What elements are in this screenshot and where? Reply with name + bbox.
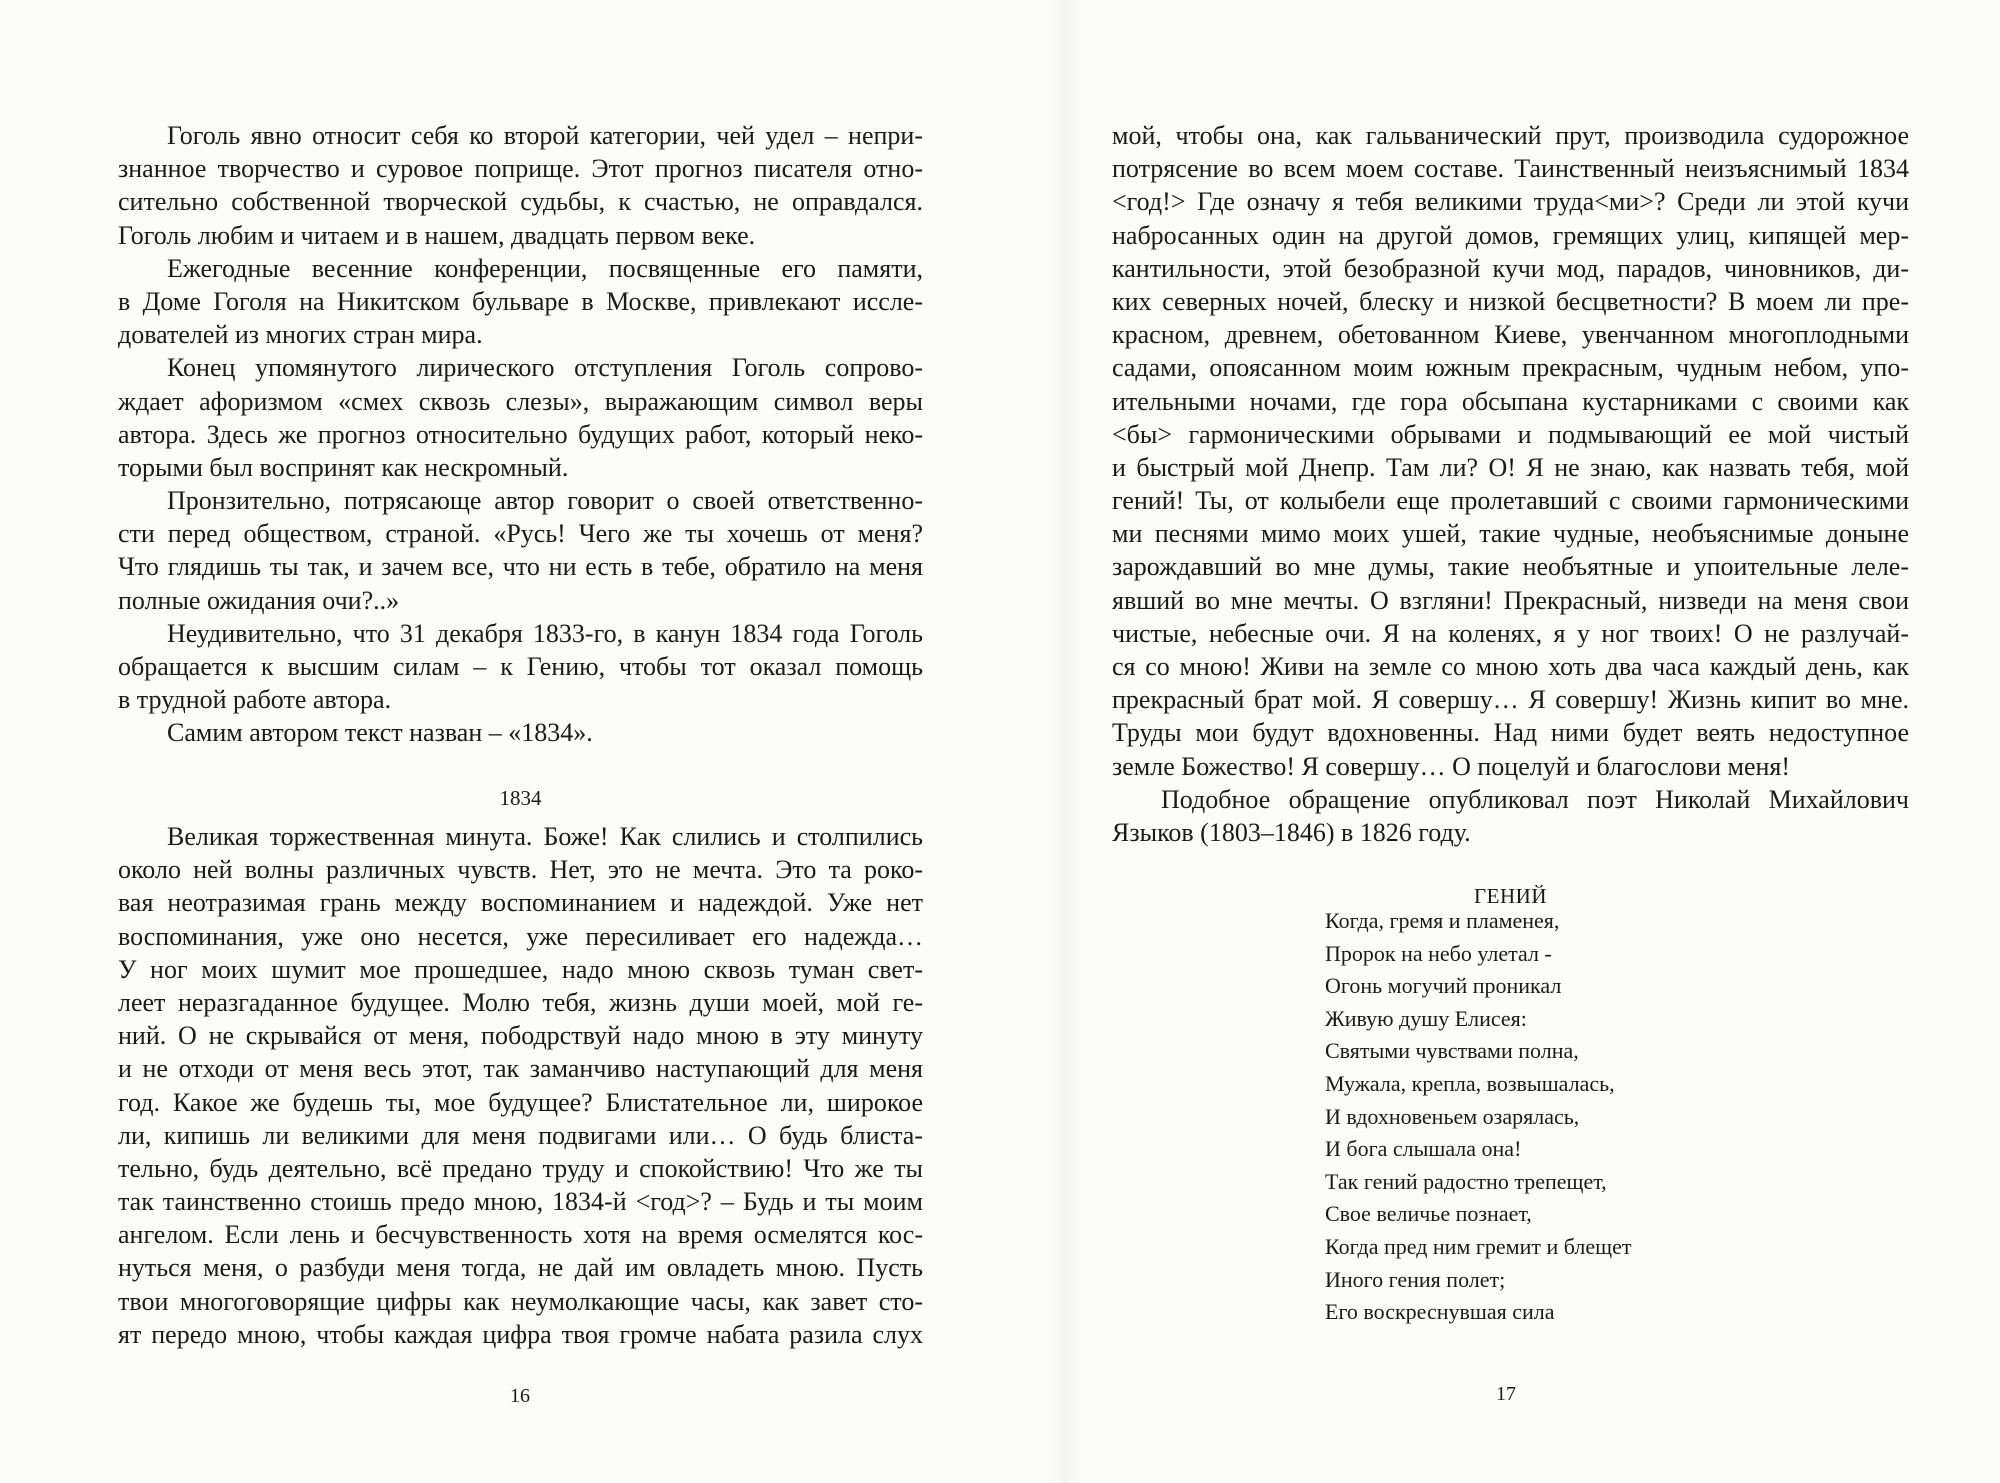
poem-line: Когда, гремя и пламенея, <box>1325 908 1560 933</box>
text-line: воспоминания, уже оно несется, уже пересиливает его надежда… <box>118 921 923 951</box>
text-line: ительными ночами, где гора обсыпана кустарниками с своими как <box>1112 386 1909 416</box>
poem <box>1325 905 1631 1329</box>
text-line: ся со мною! Живи на земле со мною хоть два часа каждый день, как <box>1112 652 1909 681</box>
text-line: тельно, будь деятельно, всё предано труду и спокойствию! Что же ты <box>118 1153 923 1183</box>
poem-line: Мужала, крепла, возвышалась, <box>1325 1070 1615 1096</box>
left-page-bottom-text <box>118 820 923 1351</box>
text-line: Конец упомянутого лирического отступления Гоголь сопрово- <box>167 353 923 383</box>
poem-line: Его воскреснувшая сила <box>1325 1299 1555 1325</box>
poem-line: И бога слышала она! <box>1325 1136 1522 1162</box>
text-line: зарождавший во мне думы, такие необъятные и упоительные леле- <box>1112 552 1909 582</box>
page-number: 16 <box>510 1385 530 1407</box>
text-line: Подобное обращение опубликовал поэт Николай Михайлович <box>1161 784 1909 814</box>
text-line: дователей из многих стран мира. <box>118 320 483 350</box>
text-line: нуться меня, о разбуди меня тогда, не дай им овладеть мною. Пусть <box>118 1253 923 1283</box>
paragraph <box>1112 119 1909 783</box>
text-line: Труды мои будут вдохновенны. Над ними будет веять недоступное <box>1112 718 1909 748</box>
text-line: У ног моих шумит мое прошедшее, надо мною сквозь туман свет- <box>118 954 923 984</box>
section-heading: 1834 <box>499 786 542 810</box>
text-line: красном, древнем, обетованном Киеве, увенчанном многоплодными <box>1112 320 1909 350</box>
text-line: и не отходи от меня весь этот, так заманчиво наступающий для меня <box>118 1054 923 1084</box>
text-line: так таинственно стоишь предо мною, 1834-й <год>? – Будь и ты моим <box>118 1187 923 1217</box>
text-line: Неудивительно, что 31 декабря 1833-го, в канун 1834 года Гоголь <box>167 618 923 648</box>
text-line: Самим автором текст назван – «1834». <box>167 718 593 748</box>
poem-line: Так гений радостно трепещет, <box>1325 1168 1607 1194</box>
text-line: Гоголь любим и читаем и в нашем, двадцать первом веке. <box>118 220 756 250</box>
text-line: год. Какое же будешь ты, мое будущее? Блистательное ли, широкое <box>118 1087 923 1117</box>
poem-line: Когда пред ним гремит и блещет <box>1325 1233 1632 1259</box>
text-line: сти перед обществом, страной. «Русь! Чего же ты хочешь от меня? <box>118 519 923 549</box>
poem-line: Пророк на небо улетал - <box>1325 940 1552 966</box>
text-line: кантильности, этой безобразной кучи мод, парадов, чиновников, ди- <box>1112 253 1909 283</box>
text-line: потрясение во всем моем составе. Таинственный неизъяснимый 1834 <box>1112 154 1909 184</box>
text-line: мой, чтобы она, как гальванический прут, производила судорожное <box>1112 121 1909 150</box>
paragraph <box>118 351 923 484</box>
text-line: ждает афоризмом «смех сквозь слезы», выражающим символ веры <box>118 386 923 416</box>
text-line: гений! Ты, от колыбели еще пролетавший с своими гармоническими <box>1112 486 1909 516</box>
text-line: <год!> Где означу я тебя великими труда<ми>? Среди ли этой кучи <box>1112 187 1909 217</box>
poem-line: Иного гения полет; <box>1325 1266 1506 1292</box>
poem-line: Живую душу Елисея: <box>1325 1005 1527 1031</box>
text-line: <бы> гармоническими обрывами и подмывающий ее мой чистый <box>1112 419 1909 449</box>
text-line: ких северных ночей, блеску и низкой бесцветности? В моем ли пре- <box>1112 286 1909 316</box>
paragraph <box>118 484 923 617</box>
text-line: ний. О не скрывайся от меня, пободрствуй надо мною в эту минуту <box>118 1021 923 1051</box>
poem-line: И вдохновеньем озарялась, <box>1325 1103 1580 1129</box>
text-line: автора. Здесь же прогноз относительно будущих работ, который неко- <box>118 419 923 449</box>
text-line: Гоголь явно относит себя ко второй категории, чей удел – непри- <box>167 121 923 150</box>
text-line: ангелом. Если лень и бесчувственность хотя на время осмелятся кос- <box>118 1220 923 1250</box>
paragraph <box>118 252 923 352</box>
text-line: полные ожидания очи?..» <box>118 585 400 615</box>
text-line: Языков (1803–1846) в 1826 году. <box>1112 817 1471 847</box>
text-line: ми песнями мимо моих ушей, такие чудные, необъяснимые доныне <box>1112 519 1909 549</box>
right-page <box>1000 0 2000 1483</box>
page-number: 17 <box>1496 1383 1516 1405</box>
poem-line: Свое величье познает, <box>1325 1201 1532 1227</box>
poem-title: ГЕНИЙ <box>1474 884 1547 908</box>
text-line: знанное творчество и суровое поприще. Этот прогноз писателя отно- <box>118 154 923 184</box>
text-line: чистые, небесные очи. Я на коленях, я у ног твоих! О не разлучай- <box>1112 618 1909 648</box>
text-line: ли, кипишь ли великими для меня подвигами или… О будь блиста- <box>118 1120 923 1150</box>
paragraph <box>1112 783 1909 849</box>
paragraph <box>118 617 923 717</box>
text-line: твои многоговорящие цифры как неумолкающие часы, как завет сто- <box>118 1286 923 1316</box>
poem-line: Огонь могучий проникал <box>1325 973 1562 999</box>
text-line: и быстрый мой Днепр. Там ли? О! Я не знаю, как назвать тебя, мой <box>1112 452 1909 482</box>
text-line: набросанных один на другой домов, гремящих улиц, кипящей мер- <box>1112 220 1909 250</box>
text-line: Что глядишь ты так, и зачем все, что ни есть в тебе, обратило на меня <box>118 552 923 582</box>
text-line: Пронзительно, потрясающе автор говорит о своей ответственно- <box>167 486 923 516</box>
right-page-text <box>1112 119 1909 849</box>
text-line: леет неразгаданное будущее. Молю тебя, жизнь души моей, мой ге- <box>118 987 923 1017</box>
text-line: явший во мне мечты. О взгляни! Прекрасный, низведи на меня свои <box>1112 585 1909 615</box>
text-line: вая неотразимая грань между воспоминанием и надеждой. Уже нет <box>118 888 923 918</box>
text-line: ят передо мною, чтобы каждая цифра твоя громче набата разила слух <box>118 1319 923 1349</box>
text-line: торыми был воспринят как нескромный. <box>118 452 569 482</box>
paragraph <box>118 119 923 252</box>
paragraph <box>118 716 923 749</box>
paragraph <box>118 820 923 1351</box>
text-line: сительно собственной творческой судьбы, к счастью, не оправдался. <box>118 187 923 217</box>
text-line: Ежегодные весенние конференции, посвященные его памяти, <box>167 253 923 283</box>
text-line: садами, опоясанном моим южным прекрасным, чудным небом, упо- <box>1112 353 1909 383</box>
text-line: обращается к высшим силам – к Гению, чтобы тот оказал помощь <box>118 652 923 681</box>
text-line: в трудной работе автора. <box>118 685 392 715</box>
text-line: Великая торжественная минута. Боже! Как слились и столпились <box>167 822 923 851</box>
text-line: около ней волны различных чувств. Нет, это не мечта. Это та роко- <box>118 855 923 885</box>
text-line: земле Божество! Я совершу… О поцелуй и благослови меня! <box>1112 751 1791 781</box>
text-line: в Доме Гоголя на Никитском бульваре в Москве, привлекают иссле- <box>118 286 923 316</box>
text-line: прекрасный брат мой. Я совершу… Я совершу! Жизнь кипит во мне. <box>1112 685 1909 715</box>
left-page-top-text <box>118 119 923 750</box>
poem-line: Святыми чувствами полна, <box>1325 1038 1579 1064</box>
